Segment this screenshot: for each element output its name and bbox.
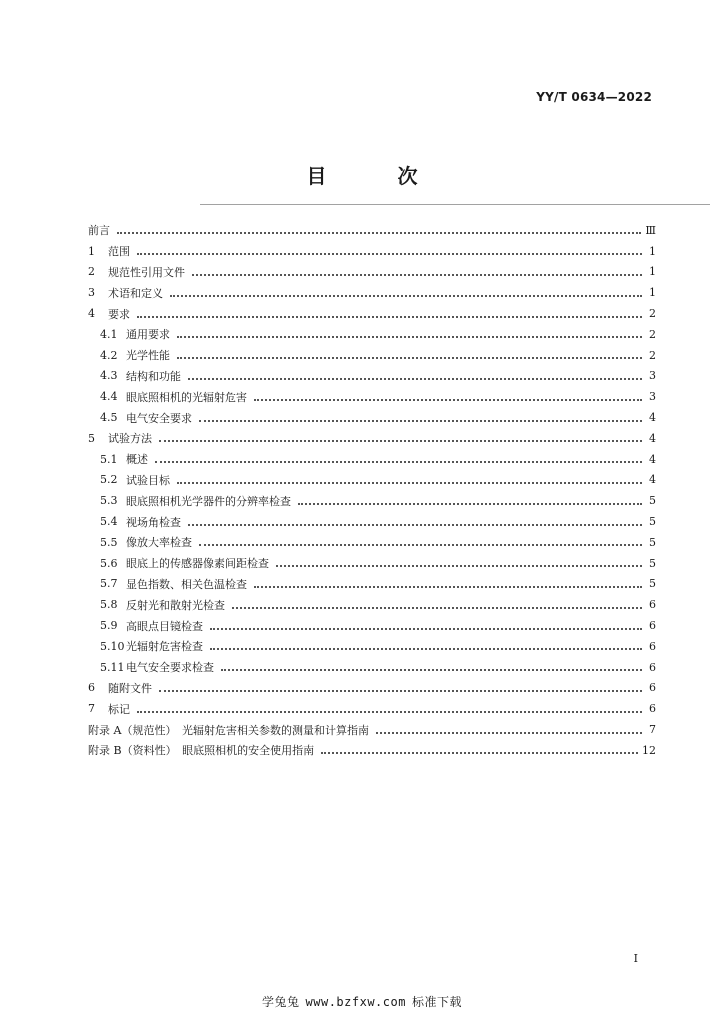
- toc-entry[interactable]: [88, 740, 656, 761]
- toc-dot-leader: [210, 628, 642, 630]
- toc-entry[interactable]: [88, 511, 656, 532]
- toc-entry-label: 结构和功能: [126, 369, 181, 383]
- toc-entry[interactable]: [88, 698, 656, 719]
- toc-entry[interactable]: [88, 719, 656, 740]
- toc-entry-label: 概述: [126, 453, 148, 467]
- toc-entry[interactable]: [88, 407, 656, 428]
- toc-dot-leader: [192, 274, 642, 276]
- toc-entry[interactable]: [88, 553, 656, 574]
- toc-entry-number: 5.5: [100, 535, 118, 549]
- toc-entry-label: 术语和定义: [108, 286, 163, 300]
- toc-entry[interactable]: [88, 303, 656, 324]
- page-number: I: [633, 952, 638, 965]
- toc-entry-number: 4: [88, 307, 95, 321]
- toc-entry[interactable]: [88, 678, 656, 699]
- toc-dot-leader: [188, 378, 642, 380]
- toc-entry-number: 4.2: [100, 348, 118, 362]
- toc-entry-page: 6: [649, 660, 656, 674]
- toc-entry-number: 1: [88, 244, 95, 258]
- toc-entry-label: 通用要求: [126, 328, 170, 342]
- toc-entry-page: 5: [649, 556, 656, 570]
- toc-dot-leader: [199, 544, 642, 546]
- toc-entry-page: 6: [649, 619, 656, 633]
- toc-dot-leader: [276, 565, 642, 567]
- toc-entry[interactable]: [88, 470, 656, 491]
- toc-entry-label: 眼底上的传感器像素间距检查: [126, 557, 269, 571]
- toc-entry-number: 3: [88, 286, 95, 300]
- toc-entry-page: 2: [649, 348, 656, 362]
- watermark-suffix: 标准下载: [411, 995, 462, 1009]
- toc-entry-page: 6: [649, 702, 656, 716]
- title-divider: [200, 204, 710, 205]
- toc-entry-label: 像放大率检查: [126, 536, 192, 550]
- toc-entry-page: 1: [649, 244, 656, 258]
- toc-entry-number: 5.7: [100, 577, 118, 591]
- toc-entry-page: 5: [649, 515, 656, 529]
- toc-entry-page: 5: [649, 494, 656, 508]
- toc-entry-page: 6: [649, 598, 656, 612]
- toc-dot-leader: [254, 586, 642, 588]
- toc-entry[interactable]: [88, 428, 656, 449]
- toc-dot-leader: [155, 461, 642, 463]
- toc-entry-label: 光辐射危害检查: [126, 640, 203, 654]
- toc-entry-number: 4.1: [100, 327, 118, 341]
- toc-dot-leader: [376, 732, 642, 734]
- toc-entry-page: 1: [649, 286, 656, 300]
- toc-entry[interactable]: [88, 386, 656, 407]
- toc-entry[interactable]: [88, 490, 656, 511]
- toc-dot-leader: [177, 357, 642, 359]
- toc-entry-label: 附录 B（资料性） 眼底照相机的安全使用指南: [88, 744, 315, 758]
- toc-entry-page: 4: [649, 411, 656, 425]
- toc-dot-leader: [137, 253, 642, 255]
- toc-dot-leader: [199, 420, 642, 422]
- toc-entry-label: 视场角检查: [126, 515, 181, 529]
- toc-entry[interactable]: [88, 282, 656, 303]
- toc-dot-leader: [137, 711, 642, 713]
- toc-dot-leader: [117, 232, 641, 234]
- toc-entry-label: 规范性引用文件: [108, 265, 185, 279]
- toc-entry[interactable]: [88, 615, 656, 636]
- toc-dot-leader: [254, 399, 642, 401]
- toc-dot-leader: [232, 607, 642, 609]
- page-title: 目 次: [306, 164, 450, 188]
- toc-entry-page: 2: [649, 307, 656, 321]
- toc-entry-label: 反射光和散射光检查: [126, 598, 225, 612]
- toc-dot-leader: [159, 690, 642, 692]
- toc-entry-label: 试验方法: [108, 432, 152, 446]
- toc-entry-page: 3: [649, 369, 656, 383]
- toc-entry[interactable]: [88, 262, 656, 283]
- toc-entry-label: 电气安全要求: [126, 411, 192, 425]
- watermark-prefix: 学兔兔: [262, 995, 300, 1009]
- toc-dot-leader: [210, 648, 642, 650]
- toc-entry[interactable]: [88, 657, 656, 678]
- toc-entry-label: 标记: [108, 702, 130, 716]
- toc-entry-number: 5.11: [100, 660, 125, 674]
- toc-entry-label: 随附文件: [108, 681, 152, 695]
- toc-entry-label: 电气安全要求检查: [126, 661, 214, 675]
- toc-entry-number: 4.3: [100, 369, 118, 383]
- toc-entry-page: 2: [649, 327, 656, 341]
- toc-dot-leader: [177, 482, 642, 484]
- toc-entry-page: 6: [649, 681, 656, 695]
- toc-entry[interactable]: [88, 449, 656, 470]
- toc-entry-number: 7: [88, 702, 95, 716]
- toc-entry-number: 6: [88, 681, 95, 695]
- toc-entry[interactable]: [88, 636, 656, 657]
- toc-dot-leader: [298, 503, 642, 505]
- toc-entry-page: 5: [649, 577, 656, 591]
- toc-entry-page: 12: [642, 743, 656, 757]
- toc-entry-number: 5.2: [100, 473, 118, 487]
- toc-entry-label: 范围: [108, 245, 130, 259]
- toc-dot-leader: [170, 295, 642, 297]
- toc-entry-label: 眼底照相机的光辐射危害: [126, 390, 247, 404]
- toc-entry-page: 5: [649, 535, 656, 549]
- toc-entry-label: 眼底照相机光学器件的分辨率检查: [126, 494, 291, 508]
- toc-entry-label: 高眼点目镜检查: [126, 619, 203, 633]
- toc-entry-label: 要求: [108, 307, 130, 321]
- toc-dot-leader: [321, 752, 638, 754]
- toc-entry-number: 5: [88, 431, 95, 445]
- toc-entry-page: 4: [649, 431, 656, 445]
- toc-entry-page: 1: [649, 265, 656, 279]
- watermark-site: www.bzfxw.com: [305, 995, 406, 1009]
- toc-entry[interactable]: [88, 366, 656, 387]
- toc-entry-label: 试验目标: [126, 473, 170, 487]
- toc-entry[interactable]: [88, 345, 656, 366]
- toc-entry[interactable]: [88, 594, 656, 615]
- toc-entry-number: 5.6: [100, 556, 118, 570]
- toc-entry-page: 3: [649, 390, 656, 404]
- toc-entry-page: 6: [649, 639, 656, 653]
- toc-entry-page: Ⅲ: [645, 223, 656, 237]
- toc-entry-number: 5.4: [100, 515, 118, 529]
- toc-entry-number: 5.1: [100, 452, 118, 466]
- watermark: [0, 993, 724, 1010]
- toc-entry-number: 5.3: [100, 494, 118, 508]
- toc-entry[interactable]: [88, 532, 656, 553]
- toc-entry-page: 7: [649, 723, 656, 737]
- toc-entry-number: 5.10: [100, 639, 125, 653]
- toc-entry[interactable]: [88, 220, 656, 241]
- toc-entry-number: 4.5: [100, 411, 118, 425]
- toc-entry-label: 显色指数、相关色温检查: [126, 577, 247, 591]
- toc-dot-leader: [221, 669, 642, 671]
- toc-entry-page: 4: [649, 473, 656, 487]
- toc-entry-page: 4: [649, 452, 656, 466]
- toc-dot-leader: [159, 440, 642, 442]
- toc-entry[interactable]: [88, 574, 656, 595]
- standard-code: YY/T 0634—2022: [536, 90, 652, 104]
- toc-entry-label: 光学性能: [126, 349, 170, 363]
- toc-entry-number: 5.8: [100, 598, 118, 612]
- toc-dot-leader: [137, 316, 642, 318]
- toc-entry-number: 2: [88, 265, 95, 279]
- toc-entry-label: 前言: [88, 224, 110, 238]
- toc-entry[interactable]: [88, 241, 656, 262]
- toc-entry-number: 5.9: [100, 619, 118, 633]
- toc-entry[interactable]: [88, 324, 656, 345]
- toc-entry-number: 4.4: [100, 390, 118, 404]
- table-of-contents: [88, 220, 656, 761]
- toc-dot-leader: [177, 336, 642, 338]
- toc-dot-leader: [188, 524, 642, 526]
- toc-entry-label: 附录 A（规范性） 光辐射危害相关参数的测量和计算指南: [88, 723, 369, 737]
